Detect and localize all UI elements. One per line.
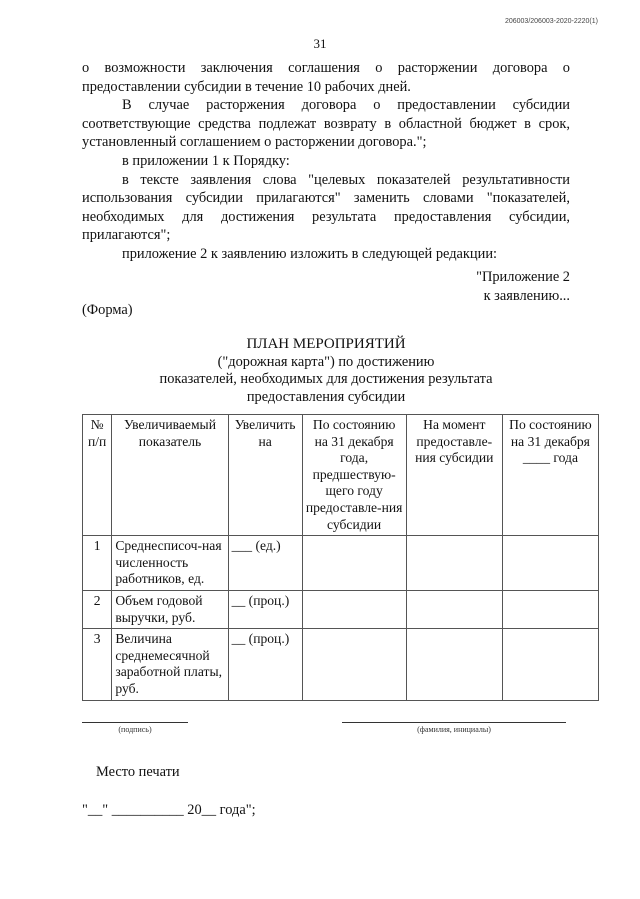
row-indicator: Объем годовой выручки, руб.	[112, 590, 228, 628]
row-num: 2	[83, 590, 112, 628]
row-increase: __ (проц.)	[228, 590, 302, 628]
stamp-label: Место печати	[96, 764, 180, 780]
row-current-cell	[502, 536, 598, 591]
annex-line-1: "Приложение 2	[476, 269, 570, 285]
paragraph: в тексте заявления слова "целевых показателей результативности использования субсидии прилагаются" заменить словами "показателей, необходимых для достижения результата предоставления субсидии, прилагаются";	[82, 171, 570, 244]
row-current-cell	[502, 590, 598, 628]
table-row	[83, 629, 599, 700]
annex-line-2: к заявлению...	[483, 287, 570, 304]
date-line: "__" __________ 20__ года";	[82, 802, 256, 818]
paragraph: в приложении 1 к Порядку:	[122, 152, 290, 169]
table-header-row	[83, 415, 599, 536]
table-row	[83, 536, 599, 591]
row-num: 1	[83, 536, 112, 591]
paragraph: о возможности заключения соглашения о расторжении договора о предоставлении субсидии в течение 10 рабочих дней.	[82, 60, 570, 95]
row-moment-cell	[406, 629, 502, 700]
row-indicator: Величина среднемесячной заработной платы, руб.	[112, 629, 228, 700]
row-prev-year-cell	[302, 590, 406, 628]
row-increase: __ (проц.)	[228, 629, 302, 700]
row-increase: ___ (ед.)	[228, 536, 302, 591]
table-row	[83, 590, 599, 628]
row-current-cell	[502, 629, 598, 700]
plan-title-line-1: ПЛАН МЕРОПРИЯТИЙ	[246, 336, 406, 352]
name-line	[342, 722, 566, 723]
paragraph: В случае расторжения договора о предоставлении субсидии соответствующие средства подлежат возврату в областной бюджет в срок, установленный соглашением о расторжении договора.";	[82, 97, 570, 151]
document-id: 206003/206003-2020-2220(1)	[504, 18, 598, 25]
signature-label: (подпись)	[118, 725, 152, 734]
form-label: (Форма)	[82, 302, 133, 318]
plan-title	[82, 336, 570, 406]
page-number: 31	[313, 36, 327, 51]
plan-table	[82, 414, 599, 701]
signature-line	[82, 722, 188, 723]
annex-reference	[476, 268, 570, 305]
plan-title-line-2: ("дорожная карта") по достижению	[217, 353, 435, 370]
header-current: По состоянию на 31 декабря ____ года	[502, 415, 598, 536]
row-prev-year-cell	[302, 536, 406, 591]
header-indicator: Увеличиваемый показатель	[112, 415, 228, 536]
name-label: (фамилия, инициалы)	[417, 725, 491, 734]
header-increase: Увеличить на	[228, 415, 302, 536]
row-indicator: Среднесписоч-ная численность работников, ед.	[112, 536, 228, 591]
header-prev-year: По состоянию на 31 декабря года, предшествую-щего году предоставле-ния субсидии	[302, 415, 406, 536]
body-text	[82, 59, 570, 264]
row-num: 3	[83, 629, 112, 700]
row-prev-year-cell	[302, 629, 406, 700]
plan-title-line-3: показателей, необходимых для достижения результата	[159, 371, 493, 387]
paragraph: приложение 2 к заявлению изложить в следующей редакции:	[122, 245, 498, 262]
row-moment-cell	[406, 536, 502, 591]
header-moment: На момент предоставле-ния субсидии	[406, 415, 502, 536]
header-num: № п/п	[83, 415, 112, 536]
plan-title-line-4: предоставления субсидии	[246, 388, 406, 405]
row-moment-cell	[406, 590, 502, 628]
